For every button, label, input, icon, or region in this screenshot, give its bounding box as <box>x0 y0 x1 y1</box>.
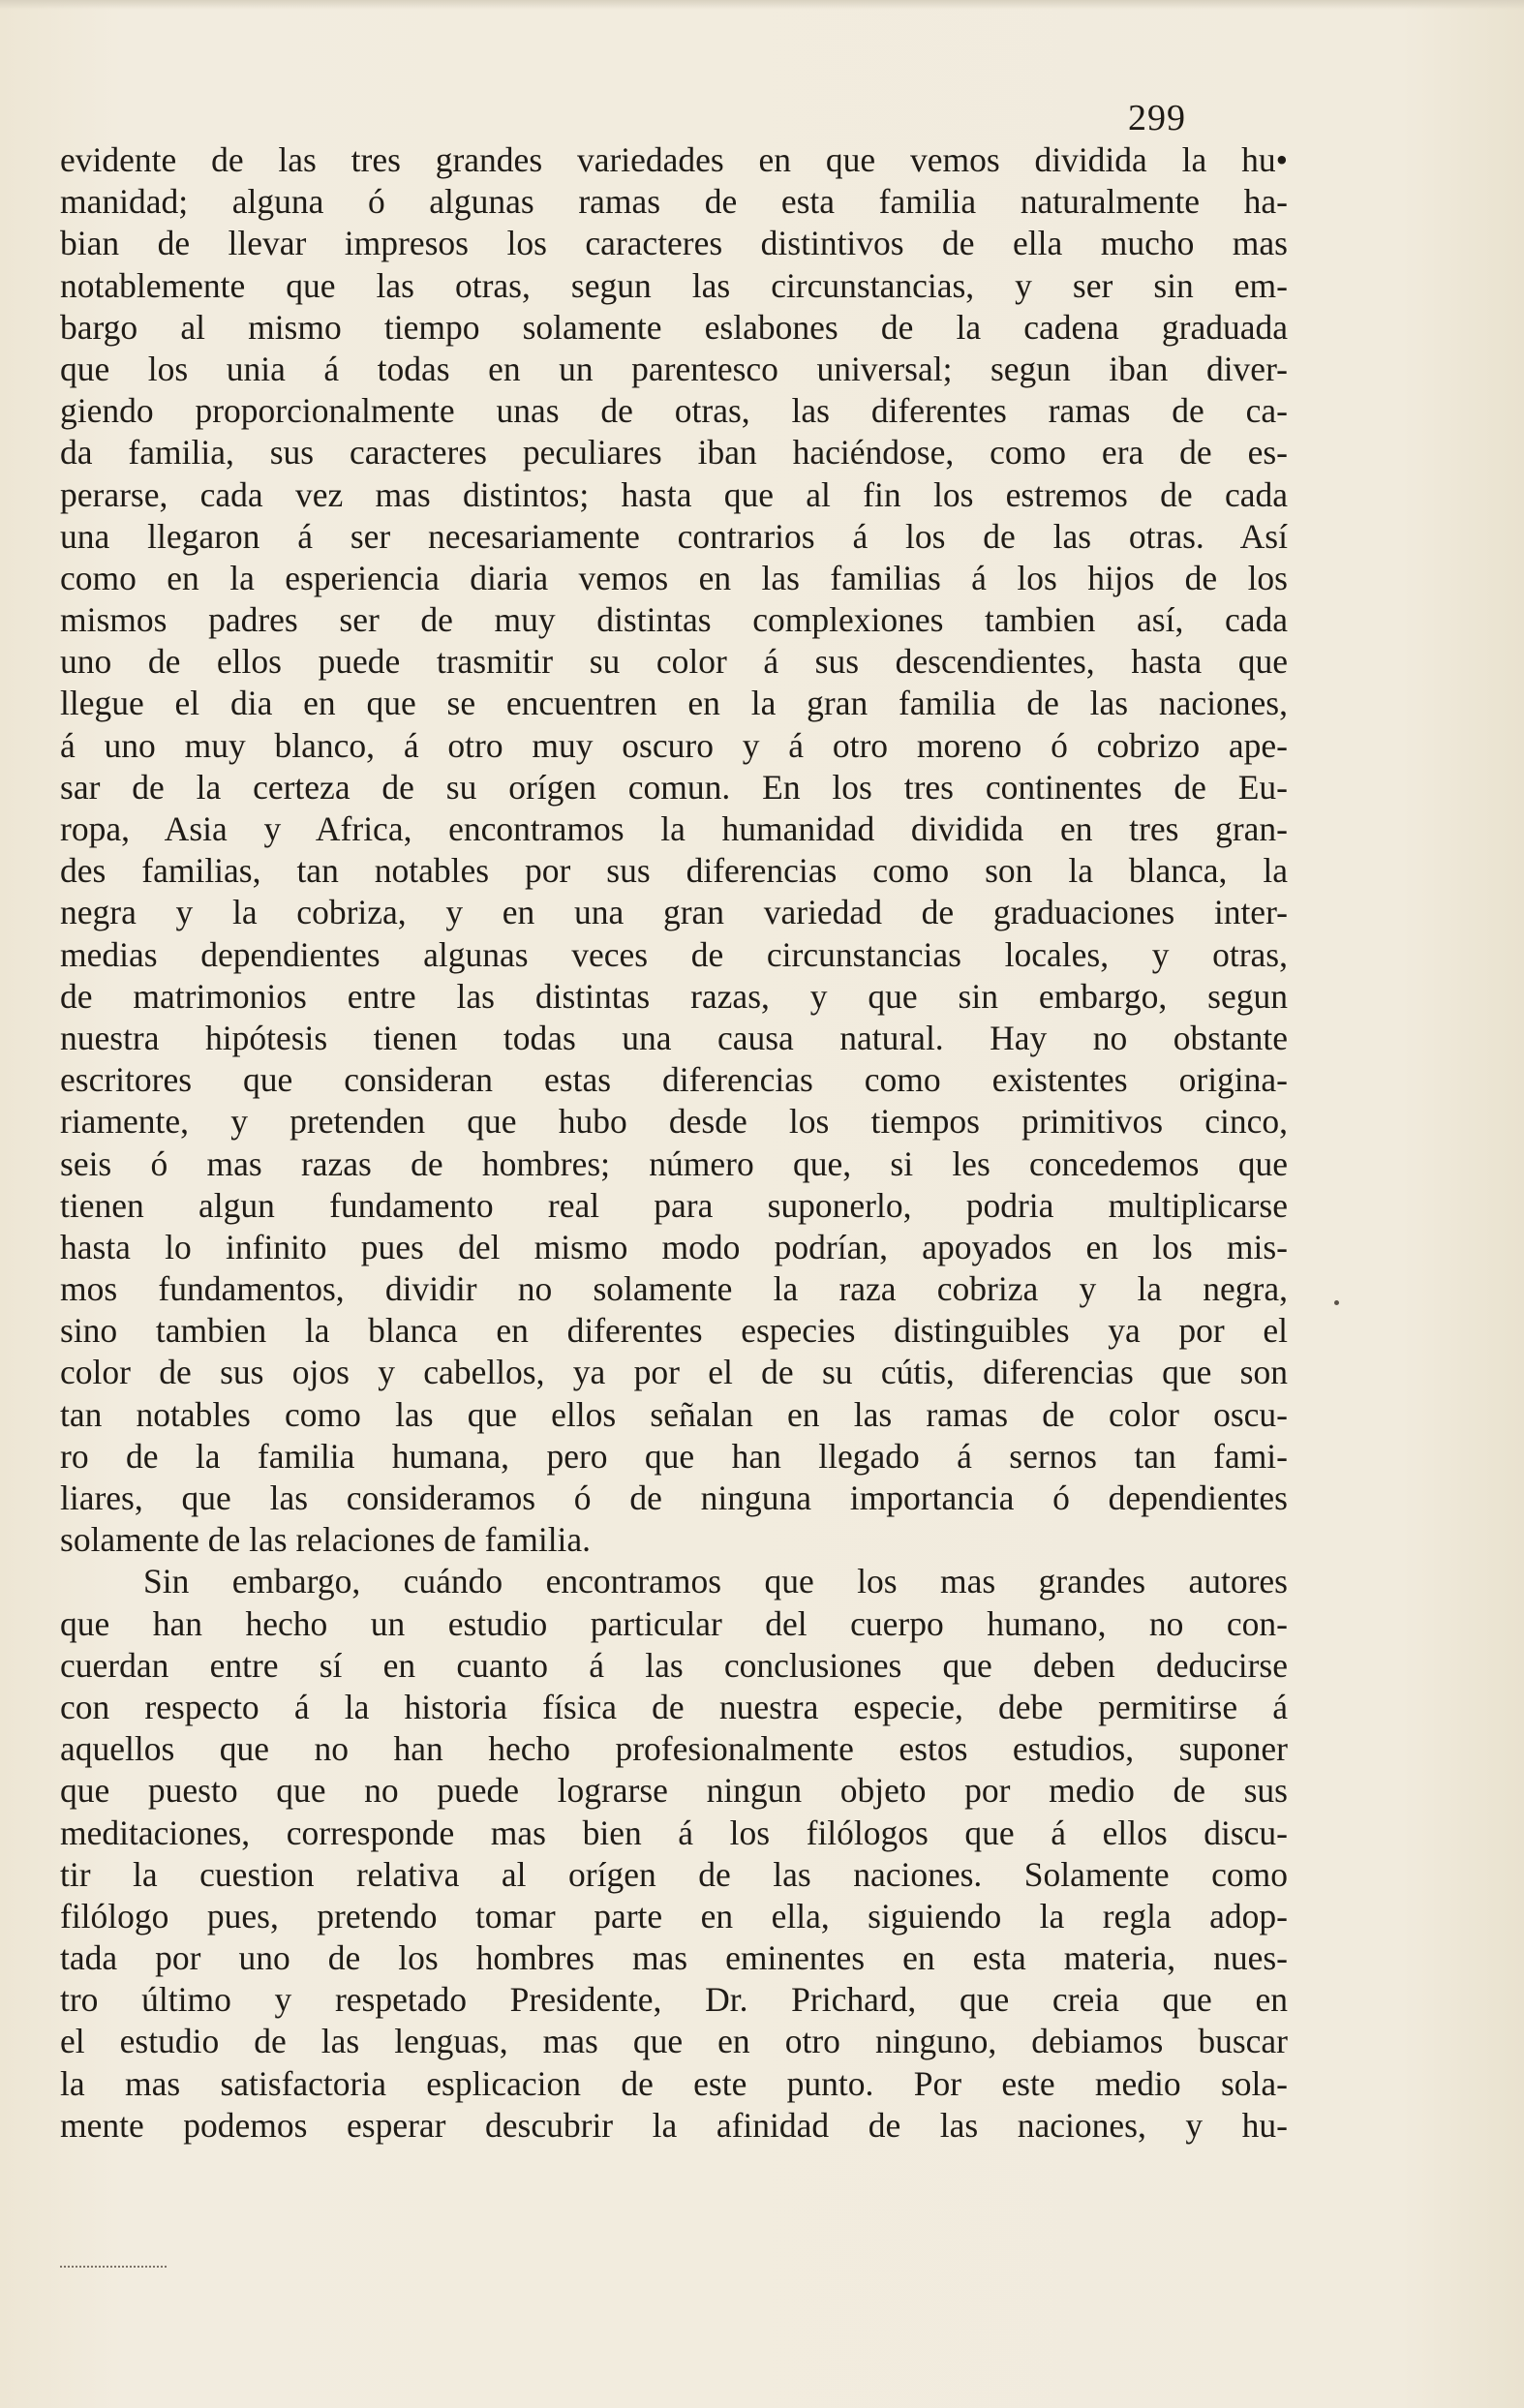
footnote-rule <box>60 2266 167 2268</box>
text-line: tro último y respetado Presidente, Dr. Prichard, que creia que en <box>60 1980 1288 2020</box>
text-line: riamente, y pretenden que hubo desde los tiempos primitivos cinco, <box>60 1102 1288 1142</box>
text-line: manidad; alguna ó algunas ramas de esta familia naturalmente ha- <box>60 182 1288 222</box>
text-line: color de sus ojos y cabellos, ya por el de su cútis, diferencias que son <box>60 1353 1288 1392</box>
page-number: 299 <box>1128 98 1186 138</box>
text-line: bargo al mismo tiempo solamente eslabones de la cadena graduada <box>60 307 1288 347</box>
text-line: uno de ellos puede trasmitir su color á sus descendientes, hasta que <box>60 642 1288 682</box>
text-line: la mas satisfactoria esplicacion de este punto. Por este medio sola- <box>60 2063 1288 2103</box>
text-line: evidente de las tres grandes variedades en que vemos dividida la hu• <box>60 140 1288 179</box>
text-line: nuestra hipótesis tienen todas una causa natural. Hay no obstante <box>60 1018 1288 1057</box>
paragraph-first-line: Sin embargo, cuándo encontramos que los mas grandes autores <box>143 1562 1288 1601</box>
text-line: bian de llevar impresos los caracteres distintivos de ella mucho mas <box>60 224 1288 263</box>
ink-speck <box>1334 1300 1339 1305</box>
body-text <box>60 139 1288 2147</box>
text-line: llegue el dia en que se encuentren en la gran familia de las naciones, <box>60 684 1288 723</box>
text-line: mismos padres ser de muy distintas complexiones tambien así, cada <box>60 600 1288 640</box>
text-line: cuerdan entre sí en cuanto á las conclusiones que deben deducirse <box>60 1645 1288 1685</box>
text-line: medias dependientes algunas veces de circunstancias locales, y otras, <box>60 934 1288 974</box>
text-line: mente podemos esperar descubrir la afinidad de las naciones, y hu- <box>60 2105 1288 2145</box>
text-line: seis ó mas razas de hombres; número que, si les concedemos que <box>60 1143 1288 1183</box>
text-line: el estudio de las lenguas, mas que en otro ninguno, debiamos buscar <box>60 2022 1288 2061</box>
text-line: perarse, cada vez mas distintos; hasta que al fin los estremos de cada <box>60 474 1288 514</box>
text-line: sino tambien la blanca en diferentes especies distinguibles ya por el <box>60 1311 1288 1351</box>
text-line: sar de la certeza de su orígen comun. En los tres continentes de Eu- <box>60 767 1288 807</box>
text-line: tan notables como las que ellos señalan en las ramas de color oscu- <box>60 1394 1288 1434</box>
text-line: una llegaron á ser necesariamente contrarios á los de las otras. Así <box>60 516 1288 556</box>
text-line: filólogo pues, pretendo tomar parte en ella, siguiendo la regla adop- <box>60 1896 1288 1936</box>
text-line: tada por uno de los hombres mas eminentes en esta materia, nues- <box>60 1938 1288 1978</box>
text-line: des familias, tan notables por sus diferencias como son la blanca, la <box>60 851 1288 891</box>
text-line: tir la cuestion relativa al orígen de las naciones. Solamente como <box>60 1854 1288 1894</box>
text-line: hasta lo infinito pues del mismo modo podrían, apoyados en los mis- <box>60 1227 1288 1266</box>
text-line: que han hecho un estudio particular del cuerpo humano, no con- <box>60 1603 1288 1643</box>
text-line: mos fundamentos, dividir no solamente la raza cobriza y la negra, <box>60 1269 1288 1309</box>
text-line: aquellos que no han hecho profesionalmente estos estudios, suponer <box>60 1729 1288 1769</box>
text-line: negra y la cobriza, y en una gran variedad de graduaciones inter- <box>60 893 1288 932</box>
text-line: giendo proporcionalmente unas de otras, las diferentes ramas de ca- <box>60 391 1288 431</box>
text-line: con respecto á la historia física de nuestra especie, debe permitirse á <box>60 1687 1288 1726</box>
text-line: á uno muy blanco, á otro muy oscuro y á otro moreno ó cobrizo ape- <box>60 725 1288 765</box>
text-line: notablemente que las otras, segun las circunstancias, y ser sin em- <box>60 265 1288 305</box>
text-line: da familia, sus caracteres peculiares iban haciéndose, como era de es- <box>60 433 1288 472</box>
text-line: tienen algun fundamento real para suponerlo, podria multiplicarse <box>60 1185 1288 1225</box>
text-line: ro de la familia humana, pero que han llegado á sernos tan fami- <box>60 1436 1288 1476</box>
text-line: escritores que consideran estas diferencias como existentes origina- <box>60 1060 1288 1100</box>
text-line: de matrimonios entre las distintas razas, y que sin embargo, segun <box>60 976 1288 1016</box>
text-line: que los unia á todas en un parentesco universal; segun iban diver- <box>60 349 1288 388</box>
text-line: liares, que las consideramos ó de ninguna importancia ó dependientes <box>60 1478 1288 1517</box>
text-line: como en la esperiencia diaria vemos en las familias á los hijos de los <box>60 558 1288 597</box>
text-line: meditaciones, corresponde mas bien á los filólogos que á ellos discu- <box>60 1813 1288 1852</box>
text-line: que puesto que no puede lograrse ningun objeto por medio de sus <box>60 1771 1288 1811</box>
paragraph-end-line: solamente de las relaciones de familia. <box>60 1520 592 1560</box>
page-top-edge <box>0 0 1524 10</box>
text-line: ropa, Asia y Africa, encontramos la humanidad dividida en tres gran- <box>60 809 1288 848</box>
